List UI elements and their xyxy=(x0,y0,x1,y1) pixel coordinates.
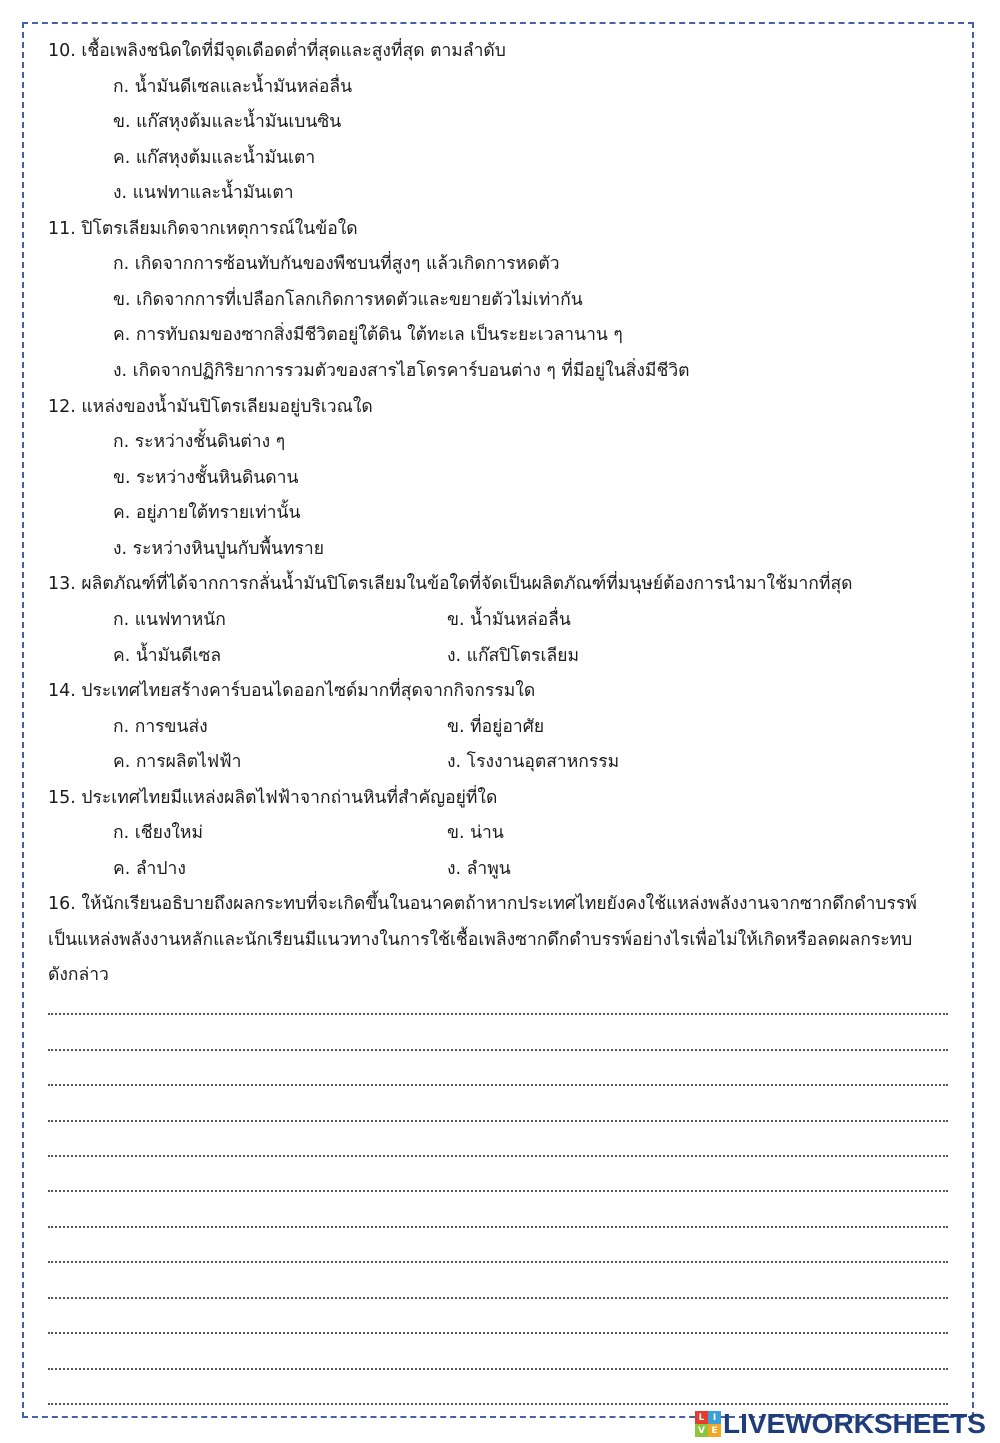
answer-line[interactable] xyxy=(48,1226,948,1228)
question-13-choice-d[interactable]: ง. แก๊สปิโตรเลียม xyxy=(447,646,579,666)
question-12-choice-b[interactable]: ข. ระหว่างชั้นหินดินดาน xyxy=(113,468,299,488)
question-12-choice-a[interactable]: ก. ระหว่างชั้นดินต่าง ๆ xyxy=(113,432,286,452)
question-13-choice-a[interactable]: ก. แนฟทาหนัก xyxy=(113,610,226,630)
liveworksheets-wordmark: LIVEWORKSHEETS xyxy=(723,1408,986,1439)
question-14-choice-d[interactable]: ง. โรงงานอุตสาหกรรม xyxy=(447,752,620,772)
question-11-choice-b[interactable]: ข. เกิดจากการที่เปลือกโลกเกิดการหดตัวและขยายตัวไม่เท่ากัน xyxy=(113,290,583,310)
answer-line[interactable] xyxy=(48,1261,948,1263)
question-10-choice-d[interactable]: ง. แนฟทาและน้ำมันเตา xyxy=(113,183,294,203)
liveworksheets-logo-icon xyxy=(695,1411,721,1437)
question-16-stem-line-1: 16. ให้นักเรียนอธิบายถึงผลกระทบที่จะเกิดขึ้นในอนาคตถ้าหากประเทศไทยยังคงใช้แหล่งพลังงานจากซากดึกดำบรรพ์ xyxy=(48,894,917,914)
question-13-stem: 13. ผลิตภัณฑ์ที่ได้จากการกลั่นน้ำมันปิโตรเลียมในข้อใดที่จัดเป็นผลิตภัณฑ์ที่มนุษย์ต้องการนำมาใช้มากที่สุด xyxy=(48,574,853,594)
question-10-choice-a[interactable]: ก. น้ำมันดีเซลและน้ำมันหล่อลื่น xyxy=(113,77,353,97)
question-13-choice-c[interactable]: ค. น้ำมันดีเซล xyxy=(113,646,222,666)
liveworksheets-logo xyxy=(695,1410,986,1438)
question-11-choice-a[interactable]: ก. เกิดจากการซ้อนทับกันของพืชบนที่สูงๆ แล้วเกิดการหดตัว xyxy=(113,254,560,274)
answer-line[interactable] xyxy=(48,1155,948,1157)
logo-tile-v: V xyxy=(695,1424,708,1437)
logo-tile-l: L xyxy=(695,1411,708,1424)
question-12-choice-d[interactable]: ง. ระหว่างหินปูนกับพื้นทราย xyxy=(113,539,324,559)
logo-tile-i: I xyxy=(708,1411,721,1424)
question-10-choice-b[interactable]: ข. แก๊สหุงต้มและน้ำมันเบนซิน xyxy=(113,112,342,132)
question-13-choice-b[interactable]: ข. น้ำมันหล่อลื่น xyxy=(447,610,571,630)
question-15-choice-a[interactable]: ก. เชียงใหม่ xyxy=(113,823,203,843)
question-14-choice-a[interactable]: ก. การขนส่ง xyxy=(113,717,208,737)
question-16-stem-line-3: ดังกล่าว xyxy=(48,965,109,985)
question-15-choice-d[interactable]: ง. ลำพูน xyxy=(447,859,511,879)
answer-line[interactable] xyxy=(48,1013,948,1015)
question-10-stem: 10. เชื้อเพลิงชนิดใดที่มีจุดเดือดต่ำที่สุดและสูงที่สุด ตามลำดับ xyxy=(48,41,506,61)
question-11-choice-d[interactable]: ง. เกิดจากปฏิกิริยาการรวมตัวของสารไฮโดรคาร์บอนต่าง ๆ ที่มีอยู่ในสิ่งมีชีวิต xyxy=(113,361,690,381)
question-14-choice-b[interactable]: ข. ที่อยู่อาศัย xyxy=(447,717,545,737)
answer-line[interactable] xyxy=(48,1084,948,1086)
answer-line[interactable] xyxy=(48,1297,948,1299)
question-11-stem: 11. ปิโตรเลียมเกิดจากเหตุการณ์ในข้อใด xyxy=(48,219,358,239)
question-12-stem: 12. แหล่งของน้ำมันปิโตรเลียมอยู่บริเวณใด xyxy=(48,397,373,417)
answer-line[interactable] xyxy=(48,1049,948,1051)
answer-line[interactable] xyxy=(48,1403,948,1405)
question-11-choice-c[interactable]: ค. การทับถมของซากสิ่งมีชีวิตอยู่ใต้ดิน ใต้ทะเล เป็นระยะเวลานาน ๆ xyxy=(113,325,623,345)
question-15-choice-c[interactable]: ค. ลำปาง xyxy=(113,859,186,879)
question-16-stem-line-2: เป็นแหล่งพลังงานหลักและนักเรียนมีแนวทางในการใช้เชื้อเพลิงซากดึกดำบรรพ์อย่างไรเพื่อไม่ให้เกิดหรือลดผลกระทบ xyxy=(48,930,913,950)
answer-line[interactable] xyxy=(48,1368,948,1370)
logo-tile-e: E xyxy=(708,1424,721,1437)
question-10-choice-c[interactable]: ค. แก๊สหุงต้มและน้ำมันเตา xyxy=(113,148,316,168)
answer-line[interactable] xyxy=(48,1190,948,1192)
question-15-stem: 15. ประเทศไทยมีแหล่งผลิตไฟฟ้าจากถ่านหินที่สำคัญอยู่ที่ใด xyxy=(48,788,498,808)
answer-line[interactable] xyxy=(48,1120,948,1122)
question-14-choice-c[interactable]: ค. การผลิตไฟฟ้า xyxy=(113,752,242,772)
question-15-choice-b[interactable]: ข. น่าน xyxy=(447,823,504,843)
answer-line[interactable] xyxy=(48,1332,948,1334)
question-14-stem: 14. ประเทศไทยสร้างคาร์บอนไดออกไซด์มากที่สุดจากกิจกรรมใด xyxy=(48,681,536,701)
question-12-choice-c[interactable]: ค. อยู่ภายใต้ทรายเท่านั้น xyxy=(113,503,301,523)
